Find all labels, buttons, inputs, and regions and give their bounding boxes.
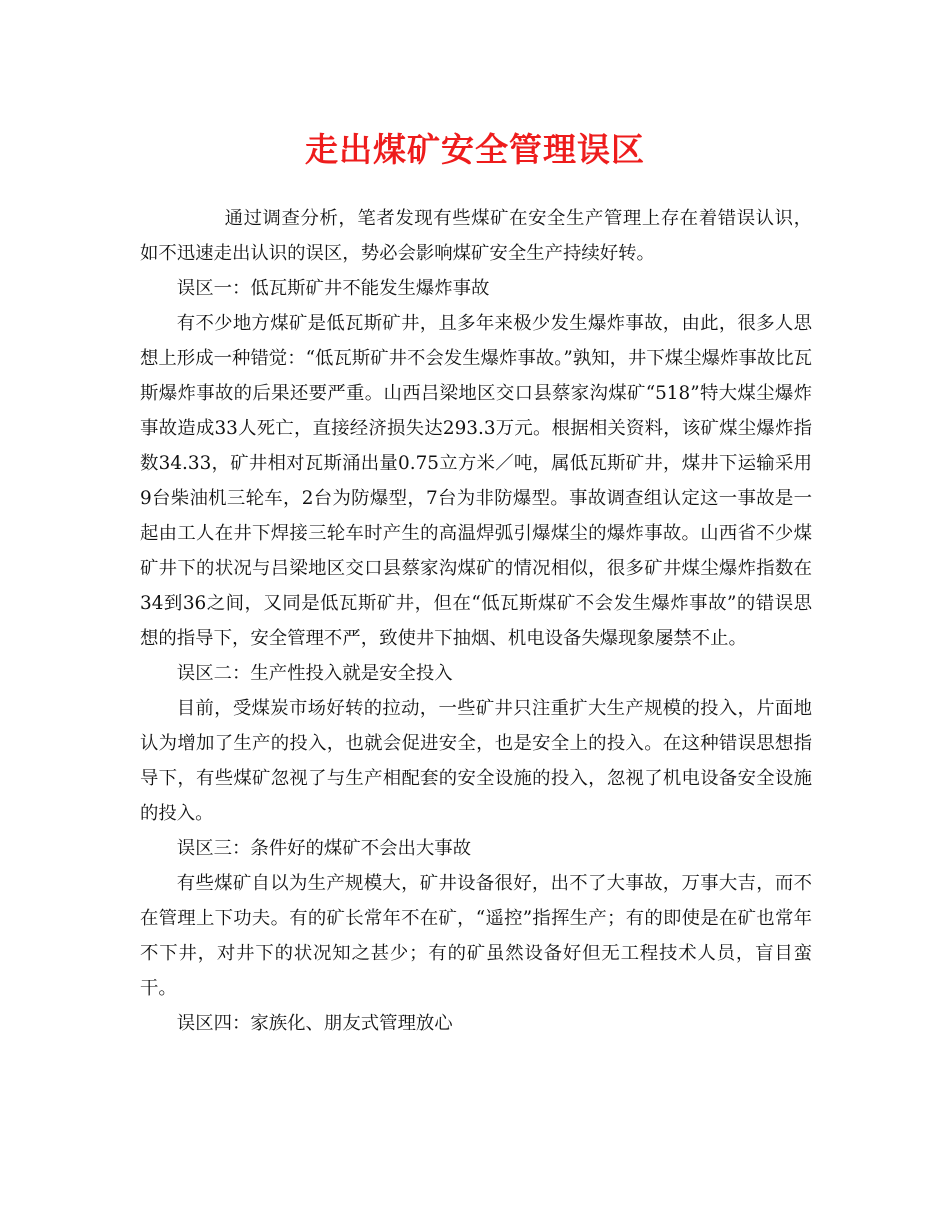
document-body (140, 201, 812, 1041)
section-heading-1: 误区一：低瓦斯矿井不能发生爆炸事故 (176, 278, 490, 299)
section-paragraph-1: 有不少地方煤矿是低瓦斯矿井，且多年来极少发生爆炸事故，由此，很多人思想上形成一种错觉：“低瓦斯矿井不会发生爆炸事故。”孰知，井下煤尘爆炸事故比瓦斯爆炸事故的后果还要严重。山西吕梁地区交口县蔡家沟煤矿“518”特大煤尘爆炸事故造成33人死亡，直接经济损失达293.3万元。根据相关资料，该矿煤尘爆炸指数34.33，矿井相对瓦斯涌出量0.75立方米／吨，属低瓦斯矿井，煤井下运输采用9台柴油机三轮车，2台为防爆型，7台为非防爆型。事故调查组认定这一事故是一起由工人在井下焊接三轮车时产生的高温焊弧引爆煤尘的爆炸事故。山西省不少煤矿井下的状况与吕梁地区交口县蔡家沟煤矿的情况相似，很多矿井煤尘爆炸指数在34到36之间，又同是低瓦斯矿井，但在“低瓦斯煤矿不会发生爆炸事故”的错误思想的指导下，安全管理不严，致使井下抽烟、机电设备失爆现象屡禁不止。 (140, 313, 812, 649)
section-paragraph-2: 目前，受煤炭市场好转的拉动，一些矿井只注重扩大生产规模的投入，片面地认为增加了生产的投入，也就会促进安全，也是安全上的投入。在这种错误思想指导下，有些煤矿忽视了与生产相配套的安全设施的投入，忽视了机电设备安全设施的投入。 (140, 698, 812, 824)
section-heading-3: 误区三：条件好的煤矿不会出大事故 (176, 838, 472, 859)
intro-paragraph: 通过调查分析，笔者发现有些煤矿在安全生产管理上存在着错误认识，如不迅速走出认识的误区，势必会影响煤矿安全生产持续好转。 (140, 208, 812, 264)
section-heading-2: 误区二：生产性投入就是安全投入 (176, 663, 453, 684)
document-title: 走出煤矿安全管理误区 (305, 130, 645, 169)
section-heading-4: 误区四：家族化、朋友式管理放心 (176, 1013, 453, 1034)
section-paragraph-3: 有些煤矿自以为生产规模大，矿井设备很好，出不了大事故，万事大吉，而不在管理上下功夫。有的矿长常年不在矿，“遥控”指挥生产；有的即使是在矿也常年不下井，对井下的状况知之甚少；有的矿虽然设备好但无工程技术人员，盲目蛮干。 (140, 873, 812, 999)
